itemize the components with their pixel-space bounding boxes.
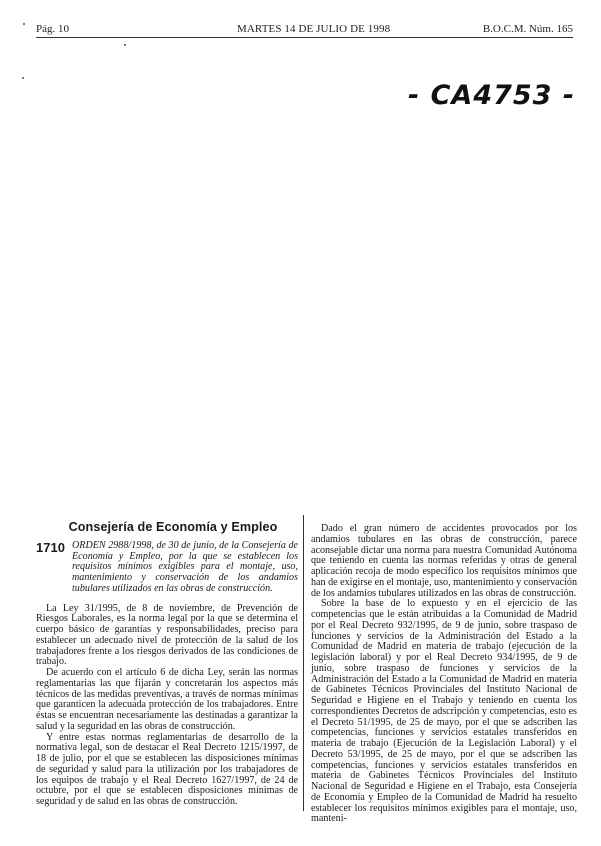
section-title: Consejería de Economía y Empleo [68, 520, 278, 534]
page-header [36, 21, 573, 38]
paragraph: Sobre la base de lo expuesto y en el ejercicio de las competencias que le están atribuidas a la Comunidad de Madrid por el Real Decreto 932/1995, de 9 de junio, sobre traspaso de funciones y servicios de la Administración del Estado a la Comunidad de Madrid en materia de trabajo (ejecución de la legislación laboral) y por el Real Decreto 934/1995, de 9 de junio, sobre traspaso de funciones y servicios de la Administración del Estado a la Comunidad de Madrid en materia de Gabinetes Técnicos Provinciales del Instituto Nacional de Seguridad e Higiene en el Trabajo y teniendo en cuenta los correspondientes Decretos de adscripción y competencias, esto es el Decreto 51/1995, de 25 de mayo, por el que se adscriben las competencias, funciones y servicios estatales transferidos en materia de trabajo (Ejecución de la Legislación Laboral) y el Decreto 53/1995, de 25 de mayo, por el que se adscriben las competencias, funciones y servicios estatales transferidos en materia de Gabinetes Técnicos Provinciales del Instituto Nacional de Seguridad e Higiene en el Trabajo, esta Consejería de Economía y Empleo de la Comunidad de Madrid ha resuelto establecer los requisitos mínimos exigibles para el montaje, uso, manteni- [311, 598, 577, 825]
scan-speck [124, 44, 126, 46]
paragraph: De acuerdo con el artículo 6 de dicha Ley, serán las normas reglamentarias las que fijarán y concretarán los aspectos más técnicos de las medidas preventivas, a través de normas mínimas que garanticen la adecuada protección de los trabajadores. Entre éstas se encuentran necesariamente las destinadas a garantizar la salud y la seguridad en las obras de construcción. [36, 667, 298, 732]
column-divider [303, 515, 304, 811]
paragraph: La Ley 31/1995, de 8 de noviembre, de Prevención de Riesgos Laborales, es la norma legal por la que se determina el cuerpo básico de garantías y responsabilidades, preciso para establecer un adecuado nivel de protección de la salud de los trabajadores frente a los riesgos derivados de las condiciones de trabajo. [36, 602, 298, 668]
left-column [36, 522, 298, 808]
paragraph: Dado el gran número de accidentes provocados por los andamios tubulares en las obras de construcción, parece aconsejable dictar una norma para nuestra Comunidad Autónoma que teniendo en cuenta las normas referidas y otras de general aplicación recoja de modo específico los requisitos mínimos que han de exigirse en el montaje, uso, mantenimiento y conservación de los andamios tubulares utilizados en las obras de construcción. [311, 523, 578, 599]
handwritten-annotation: - CA4753 - [408, 80, 576, 111]
scan-speck [23, 23, 25, 25]
order-heading [36, 541, 298, 595]
paragraph: Y entre estas normas reglamentarias de desarrollo de la normativa legal, son de destacar el Real Decreto 1215/1997, de 18 de julio, por el que se establecen las disposiciones mínimas de seguridad y salud para la utilización por los trabajadores de los equipos de trabajo y el Real Decreto 1627/1997, de 24 de octubre, por el que se establecen disposiciones mínimas de seguridad y de salud en las obras de construcción. [36, 731, 298, 807]
order-summary: ORDEN 2988/1998, de 30 de junio, de la Consejería de Economía y Empleo, por la que se establecen los requisitos mínimos exigibles para el montaje, uso, mantenimiento y conservación de los andamios tubulares utilizados en las obras de construcción. [72, 539, 298, 594]
publication-date: MARTES 14 DE JULIO DE 1998 [237, 23, 391, 35]
page-number: Pág. 10 [36, 23, 69, 35]
scan-speck [22, 77, 24, 79]
order-number: 1710 [36, 539, 65, 555]
bulletin-number: B.O.C.M. Núm. 165 [482, 23, 573, 35]
right-column [311, 524, 577, 825]
